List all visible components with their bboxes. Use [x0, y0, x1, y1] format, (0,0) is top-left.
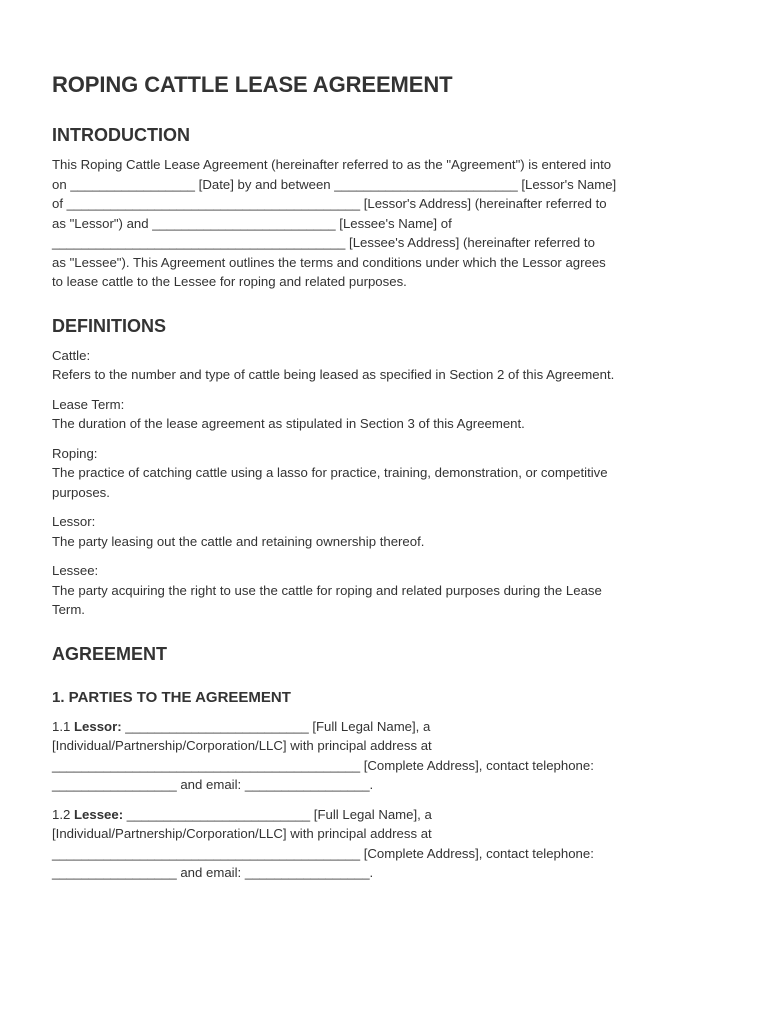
definition-text: Refers to the number and type of cattle being leased as specified in Section 2 of this Agreement.: [52, 367, 615, 382]
party-number: 1.2: [52, 806, 74, 822]
definition-term: Lessor:: [52, 514, 96, 529]
introduction-line: ________________________________________ [Lessee's Address] (hereinafter referred to: [52, 235, 595, 250]
party-role: Lessee:: [74, 806, 124, 822]
definition-cattle: [52, 346, 722, 385]
introduction-line: as "Lessor") and _________________________ [Lessee's Name] of: [52, 215, 452, 231]
definition-text: The practice of catching cattle using a lasso for practice, training, demonstration, or competitive: [52, 465, 608, 480]
definitions-list: [52, 346, 722, 620]
party-line: [52, 717, 722, 737]
definition-text: The party acquiring the right to use the cattle for roping and related purposes during the Lease: [52, 582, 602, 598]
introduction-line: of ________________________________________ [Lessor's Address] (hereinafter referred to: [52, 196, 607, 211]
party-line: _________________ and email: _________________.: [52, 865, 374, 880]
party-name-field: _________________________ [Full Legal Name], a: [121, 718, 431, 734]
definition-text: The party leasing out the cattle and retaining ownership thereof.: [52, 533, 425, 549]
definition-text: The duration of the lease agreement as stipulated in Section 3 of this Agreement.: [52, 416, 525, 431]
party-lessor: [52, 717, 722, 795]
definitions-heading: DEFINITIONS: [52, 315, 167, 336]
introduction-line: to lease cattle to the Lessee for roping and related purposes.: [52, 274, 407, 289]
definition-roping: [52, 444, 722, 503]
introduction-line: on _________________ [Date] by and between _________________________ [Lessor's Name]: [52, 176, 617, 192]
definition-lessee: [52, 561, 722, 620]
definition-text: purposes.: [52, 484, 110, 500]
definition-term: Roping:: [52, 445, 98, 461]
party-line: [52, 805, 722, 825]
definition-lessor: [52, 512, 722, 551]
definition-term: Lessee:: [52, 563, 99, 578]
document-page: [52, 70, 722, 883]
party-line: _________________ and email: _________________.: [52, 777, 374, 792]
party-name-field: _________________________ [Full Legal Name], a: [123, 806, 432, 822]
definition-lease-term: [52, 395, 722, 434]
party-line: __________________________________________ [Complete Address], contact telephone:: [52, 845, 594, 861]
agreement-heading: AGREEMENT: [52, 643, 168, 664]
introduction-paragraph: [52, 155, 722, 292]
introduction-line: This Roping Cattle Lease Agreement (hereinafter referred to as the "Agreement") is entered into: [52, 157, 612, 172]
party-number: 1.1: [52, 718, 74, 734]
party-line: [Individual/Partnership/Corporation/LLC] with principal address at: [52, 738, 432, 753]
definition-term: Cattle:: [52, 347, 91, 363]
introduction-heading: INTRODUCTION: [52, 125, 190, 145]
party-lessee: [52, 805, 722, 883]
party-line: __________________________________________ [Complete Address], contact telephone:: [52, 757, 594, 773]
definition-text: Term.: [52, 602, 85, 617]
introduction-line: as "Lessee"). This Agreement outlines the terms and conditions under which the Lessor agrees: [52, 254, 606, 270]
party-role: Lessor:: [74, 718, 122, 734]
definition-term: Lease Term:: [52, 396, 125, 412]
party-line: [Individual/Partnership/Corporation/LLC] with principal address at: [52, 826, 432, 841]
parties-heading: 1. PARTIES TO THE AGREEMENT: [52, 688, 291, 706]
document-title: ROPING CATTLE LEASE AGREEMENT: [52, 72, 453, 97]
